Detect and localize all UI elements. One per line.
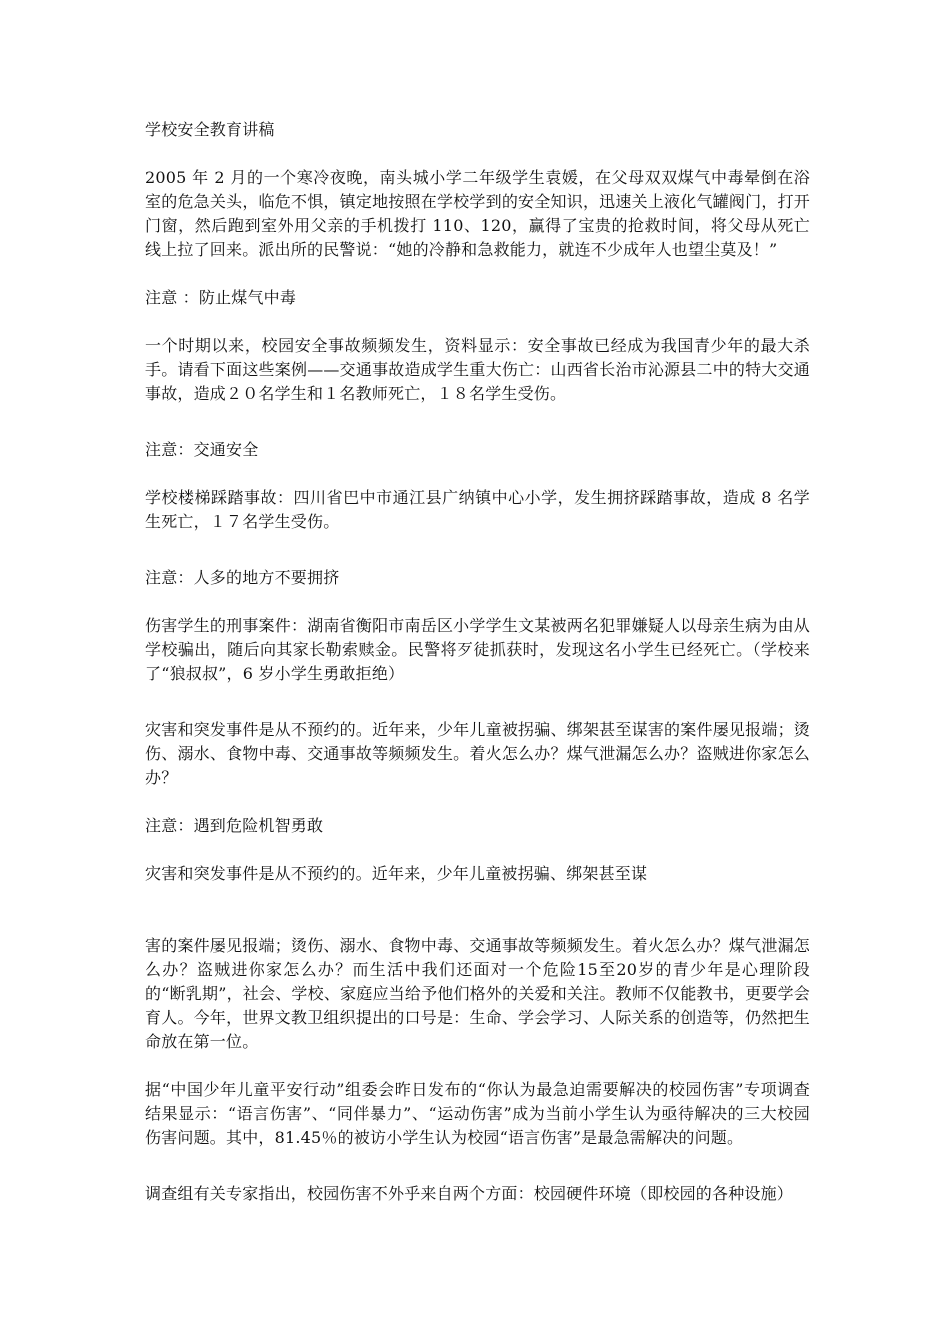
paragraph-disasters: 灾害和突发事件是从不预约的。近年来，少年儿童被拐骗、绑架甚至谋害的案件屡见报端；烫伤、溺水、食物中毒、交通事故等频频发生。着火怎么办？煤气泄漏怎么办？盗贼进你家怎么办？ [145,720,810,787]
paragraph-stampede: 学校楼梯踩踏事故：四川省巴中市通江县广纳镇中心小学，发生拥挤踩踏事故，造成 8 名学生死亡，１７名学生受伤。 [145,488,810,531]
paragraph-criminal-case: 伤害学生的刑事案件：湖南省衡阳市南岳区小学学生文某被两名犯罪嫌疑人以母亲生病为由从学校骗出，随后向其家长勒索赎金。民警将歹徒抓获时，发现这名小学生已经死亡。（学校来了“狼叔叔”，6 岁小学生勇敢拒绝） [145,616,810,683]
note-crowding: 注意：人多的地方不要拥挤 [145,568,340,587]
paragraph-survey-results: 据“中国少年儿童平安行动”组委会昨日发布的“你认为最急迫需要解决的校园伤害”专项调查结果显示：“语言伤害”、“同伴暴力”、“运动伤害”成为当前小学生认为亟待解决的三大校园伤害问题。其中，81.45％的被访小学生认为校园“语言伤害”是最急需解决的问题。 [145,1080,810,1147]
paragraph-disasters-continued: 害的案件屡见报端；烫伤、溺水、食物中毒、交通事故等频频发生。着火怎么办？煤气泄漏怎么办？盗贼进你家怎么办？而生活中我们还面对一个危险15至20岁的青少年是心理阶段的“断乳期”，社会、学校、家庭应当给予他们格外的关爱和关注。教师不仅能教书，更要学会育人。今年，世界文教卫组织提出的口号是：生命、学会学习、人际关系的创造等，仍然把生命放在第一位。 [145,936,810,1051]
paragraph-expert-opinion: 调查组有关专家指出，校园伤害不外乎来自两个方面：校园硬件环境（即校园的各种设施） [145,1184,794,1203]
note-danger-brave: 注意：遇到危险机智勇敢 [145,816,324,835]
note-traffic-safety: 注意：交通安全 [145,440,259,459]
document-title: 学校安全教育讲稿 [145,120,275,139]
paragraph-incident-story: 2005 年 2 月的一个寒冷夜晚，南头城小学二年级学生袁媛，在父母双双煤气中毒晕倒在浴室的危急关头，临危不惧，镇定地按照在学校学到的安全知识，迅速关上液化气罐阀门，打开门窗，然后跑到室外用父亲的手机拨打 110、120，赢得了宝贵的抢救时间，将父母从死亡线上拉了回来。派出所的民警说：“她的冷静和急救能力，就连不少成年人也望尘莫及！” [145,168,810,259]
note-gas-poisoning: 注意 ：防止煤气中毒 [145,288,297,307]
paragraph-disasters-repeat: 灾害和突发事件是从不预约的。近年来，少年儿童被拐骗、绑架甚至谋 [145,864,648,883]
paragraph-traffic-cases: 一个时期以来，校园安全事故频频发生，资料显示：安全事故已经成为我国青少年的最大杀手。请看下面这些案例——交通事故造成学生重大伤亡：山西省长治市沁源县二中的特大交通事故，造成２０名学生和１名教师死亡，１８名学生受伤。 [145,336,810,403]
